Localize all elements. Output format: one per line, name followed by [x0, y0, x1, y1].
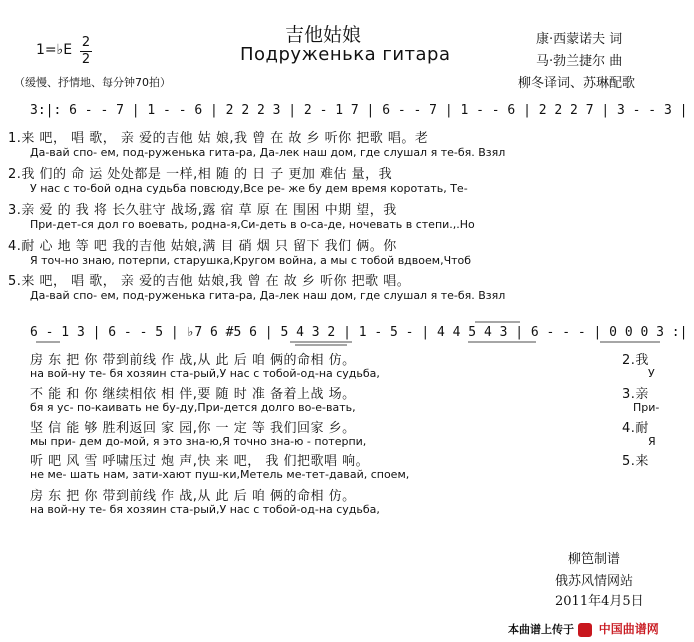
notation-line-2: 6 - 1 3 | 6 - - 5 | ♭7 6 #5 6 | 5 4 3 2 | 1 - 5 - | 4 4 5 4 3 | 6 - - - | 0 0 0 3 :| — [30, 325, 688, 340]
verse-2-russian-cont: бя я ус- по-каивать не бу-ду,При-дется долго во-е-вать, — [30, 401, 356, 414]
source-site: 俄苏风情网站 — [555, 574, 634, 589]
notation-line-1: 3:|: 6 - - 7 | 1 - - 6 | 2 2 2 3 | 2 - 1 7 | 6 - - 7 | 1 - - 6 | 2 2 2 7 | 3 - - 3 | — [30, 103, 688, 118]
verse-1-chinese-cont: 房 东 把 你 带到前线 作 战,从 此 后 咱 俩的命相 仿。 — [30, 353, 356, 368]
upload-label: 本曲谱上传于 — [508, 623, 574, 636]
time-signature — [80, 36, 92, 67]
upload-footer — [508, 620, 659, 637]
verse-4-russian-cont: не ме- шать нам, зати-хают пуш-ки,Метель ме-тет-давай, споем, — [30, 468, 410, 481]
pickup-verse-2-ru: У — [648, 367, 655, 380]
song-title: 吉他姑娘 — [285, 24, 362, 46]
pickup-verse-4-ru: Я — [648, 435, 656, 448]
pickup-verse-3: 3.亲 — [622, 387, 649, 402]
verse-4-chinese-cont: 听 吧 风 雪 呼啸压过 炮 声,快 来 吧， 我 们把歌唱 响。 — [30, 454, 370, 469]
verse-4-chinese: 4.耐 心 地 等 吧 我的吉他 姑娘,满 目 硝 烟 只 留下 我们 俩。你 — [8, 239, 397, 254]
pickup-verse-5: 5.来 — [622, 454, 649, 469]
pickup-verse-2: 2.我 — [622, 353, 649, 368]
verse-1-russian-cont: на вой-ну те- бя хозяин ста-рый,У нас с тобой-од-на судьба, — [30, 367, 380, 380]
verse-3-chinese-cont: 坚 信 能 够 胜利返回 家 园,你 一 定 等 我们回家 乡。 — [30, 421, 356, 436]
verse-2-russian: У нас с то-бой одна судьба повсюду,Все ре- же бу дем время коротать, Те- — [30, 182, 468, 195]
site-logo-icon — [578, 623, 592, 637]
lyricist-credit: 康·西蒙诺夫 词 — [536, 32, 623, 47]
verse-1-russian: Да-вай спо- ем, под-руженька гита-ра, Да-лек наш дом, где слушал я те-бя. Взял — [30, 146, 506, 159]
pickup-verse-3-ru: При- — [633, 401, 660, 414]
verse-5-chinese: 5.来 吧， 唱 歌， 亲 爱的吉他 姑娘,我 曾 在 故 乡 听你 把歌 唱。 — [8, 274, 411, 289]
verse-5-russian: Да-вай спо- ем, под-руженька гита-ра, Да-лек наш дом, где слушал я те-бя. Взял — [30, 289, 506, 302]
score-date: 2011年4月5日 — [555, 594, 644, 609]
verse-3-russian-cont: мы при- дем до-мой, я это зна-ю,Я точно зна-ю - потерпи, — [30, 435, 367, 448]
arranger-credit: 柳冬译词、苏琳配歌 — [518, 76, 636, 91]
composer-credit: 马·勃兰捷尔 曲 — [536, 54, 623, 69]
meter-bottom: 2 — [81, 52, 91, 67]
tempo-marking: （缓慢、抒情地、每分钟70拍） — [14, 76, 171, 89]
verse-5-russian-cont: на вой-ну те- бя хозяин ста-рый,У нас с тобой-од-на судьба, — [30, 503, 380, 516]
verse-4-russian: Я точ-но знаю, потерпи, старушка,Кругом война, а мы с тобой вдвоем,Чтоб — [30, 254, 472, 267]
key-signature: 1=♭E — [36, 42, 73, 58]
verse-2-chinese: 2.我 们的 命 运 处处都是 一样,相 随 的 日 子 更加 难估 量，我 — [8, 167, 393, 182]
verse-5-chinese-cont: 房 东 把 你 带到前线 作 战,从 此 后 咱 俩的命相 仿。 — [30, 489, 356, 504]
verse-3-russian: При-дет-ся дол го воевать, родна-я,Си-деть в о-са-де, ночевать в степи.,.Но — [30, 218, 475, 231]
verse-2-chinese-cont: 不 能 和 你 继续相依 相 伴,要 随 时 准 备着上战 场。 — [30, 387, 356, 402]
pickup-verse-4: 4.耐 — [622, 421, 649, 436]
meter-top: 2 — [81, 35, 91, 50]
site-logo-text: 中国曲谱网 — [598, 622, 659, 636]
verse-3-chinese: 3.亲 爱 的 我 将 长久驻守 战场,露 宿 草 原 在 围困 中期 望，我 — [8, 203, 397, 218]
song-title-russian: Подруженька гитара — [240, 44, 451, 65]
verse-1-chinese: 1.来 吧， 唱 歌， 亲 爱的吉他 姑 娘,我 曾 在 故 乡 听你 把歌 唱。老 — [8, 131, 429, 146]
score-maker: 柳笆制谱 — [568, 552, 621, 567]
